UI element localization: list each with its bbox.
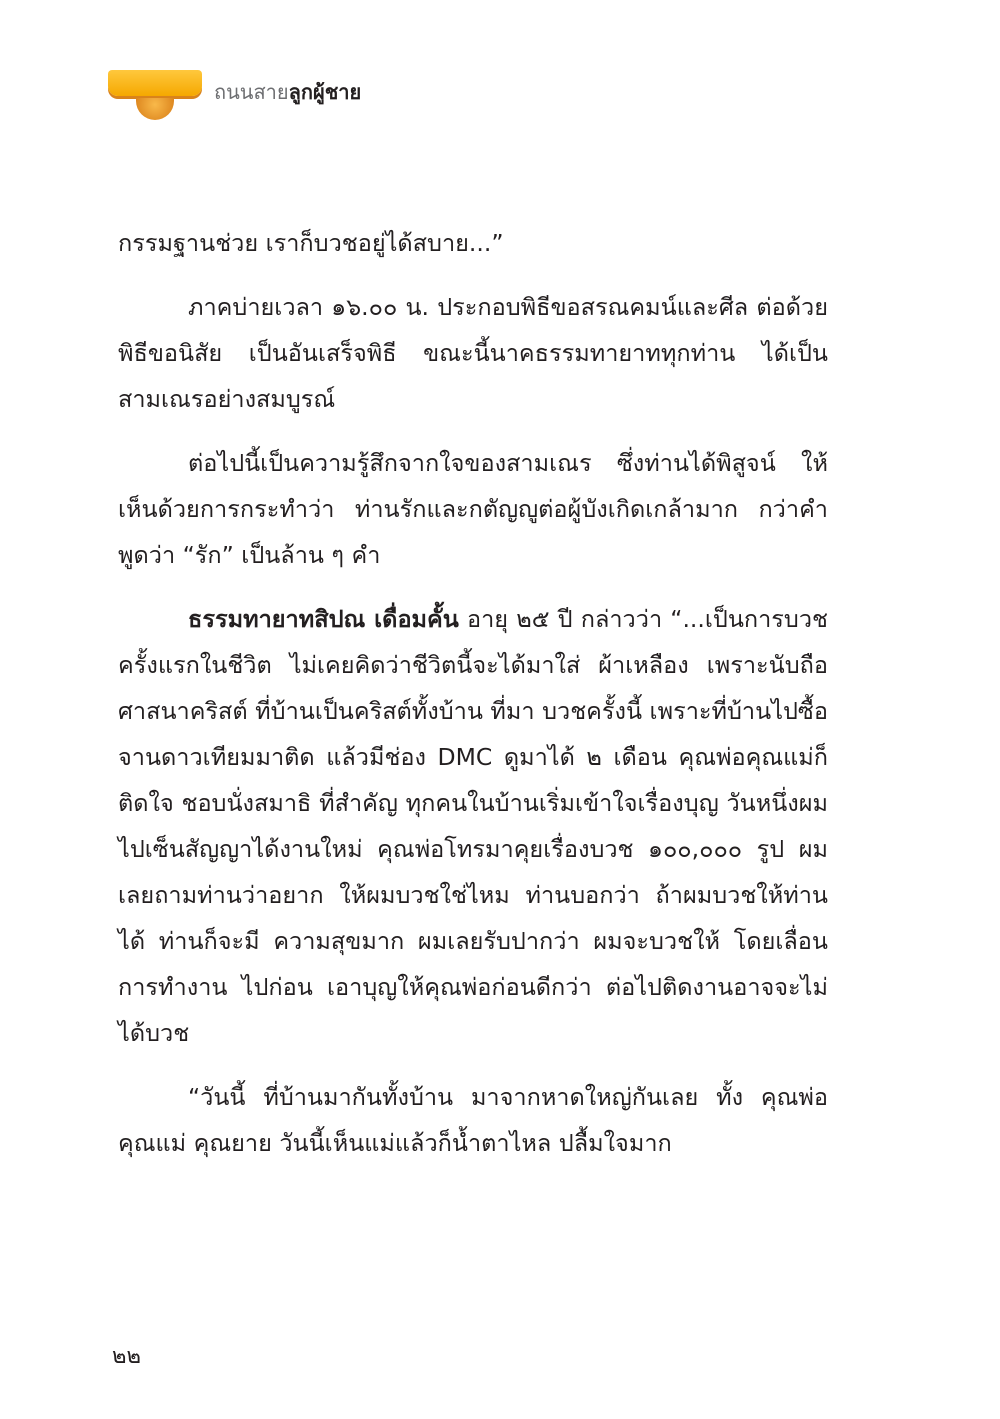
paragraph-5: “วันนี้ ที่บ้านมากันทั้งบ้าน มาจากหาดใหญ่กันเลย ทั้ง คุณพ่อ คุณแม่ คุณยาย วันนี้เห็นแม่แล้วก็น้ำตาไหล ปลื้มใจมาก (118, 1083, 828, 1157)
page-number: ๒๒ (112, 1344, 142, 1369)
paragraph-2: ภาคบ่ายเวลา ๑๖.๐๐ น. ประกอบพิธีขอสรณคมน์และศีล ต่อด้วยพิธีขอนิสัย เป็นอันเสร็จพิธี ขณะนี้นาคธรรมทายาททุกท่าน ได้เป็นสามเณรอย่างสมบูรณ์ (118, 293, 828, 413)
running-header (108, 62, 361, 122)
book-title (214, 76, 361, 108)
book-title-light: ถนนสาย (214, 80, 289, 104)
speaker-name: ธรรมทายาทสิปณ เดื่อมคั้น (188, 605, 459, 633)
paragraph-4-text: อายุ ๒๕ ปี กล่าวว่า “...เป็นการบวชครั้งแรกในชีวิต ไม่เคยคิดว่าชีวิตนี้จะได้มาใส่ ผ้าเหลือง เพราะนับถือศาสนาคริสต์ ที่บ้านเป็นคริสต์ทั้งบ้าน ที่มา บวชครั้งนี้ เพราะที่บ้านไปซื้อจานดาวเทียมมาติด แล้วมีช่อง DMC ดูมาได้ ๒ เดือน คุณพ่อคุณแม่ก็ติดใจ ชอบนั่งสมาธิ ที่สำคัญ ทุกคนในบ้านเริ่มเข้าใจเรื่องบุญ วันหนึ่งผมไปเซ็นสัญญาได้งานใหม่ คุณพ่อโทรมาคุยเรื่องบวช ๑๐๐,๐๐๐ รูป ผมเลยถามท่านว่าอยาก ให้ผมบวชใช่ไหม ท่านบอกว่า ถ้าผมบวชให้ท่านได้ ท่านก็จะมี ความสุขมาก ผมเลยรับปากว่า ผมจะบวชให้ โดยเลื่อนการทำงาน ไปก่อน เอาบุญให้คุณพ่อก่อนดีกว่า ต่อไปติดงานอาจจะไม่ได้บวช (118, 605, 828, 1047)
paragraph-4 (118, 596, 828, 1056)
paragraph-3: ต่อไปนี้เป็นความรู้สึกจากใจของสามเณร ซึ่งท่านได้พิสูจน์ ให้เห็นด้วยการกระทำว่า ท่านรักและกตัญญูต่อผู้บังเกิดเกล้ามาก กว่าคำพูดว่า “รัก” เป็นล้าน ๆ คำ (118, 449, 828, 569)
body-text (118, 220, 828, 1184)
book-title-bold: ลูกผู้ชาย (288, 80, 362, 104)
paragraph-1: กรรมฐานช่วย เราก็บวชอยู่ได้สบาย...” (118, 229, 504, 257)
book-logo-icon (108, 62, 202, 122)
